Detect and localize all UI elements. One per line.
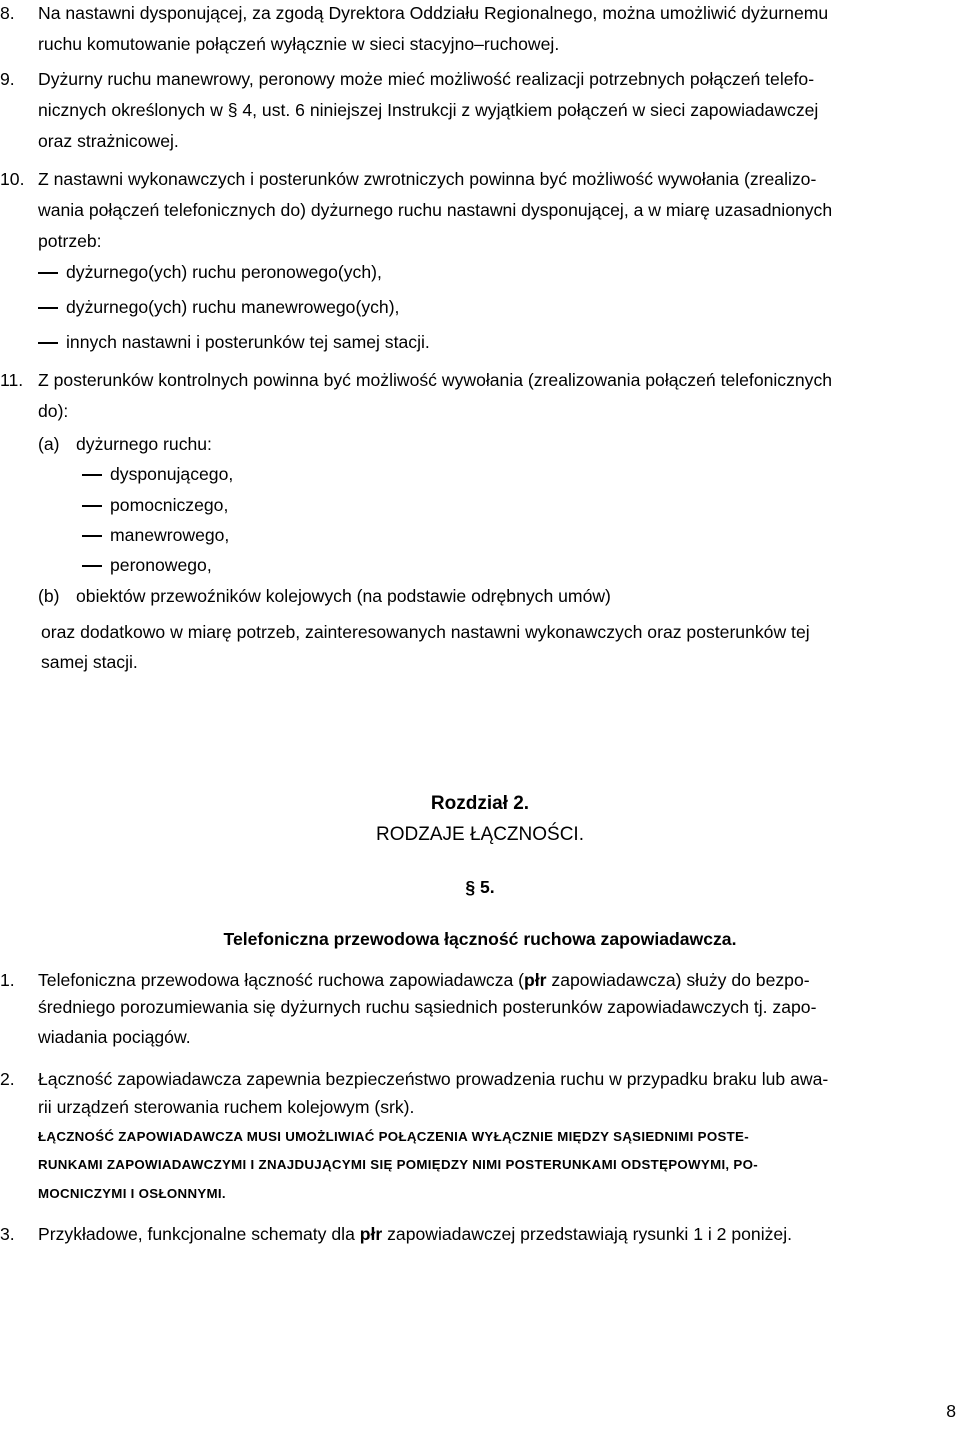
item-8-number: 8.	[0, 3, 15, 23]
s3-abbrev: płr	[359, 1224, 383, 1244]
bullet-dash	[38, 342, 58, 344]
item-11-number: 11.	[0, 370, 24, 390]
item-9-number: 9.	[0, 69, 15, 89]
s1-line-1-a: Telefoniczna przewodowa łączność ruchowa zapowiadawcza (	[38, 970, 525, 990]
s3-text-c: zapowiadawczej przedstawiają rysunki 1 i 2 poniżej.	[382, 1224, 792, 1244]
item-11-a-text: dyżurnego ruchu:	[76, 434, 212, 454]
item-11-a-bullet-2: pomocniczego,	[110, 495, 229, 515]
item-9-line-3: oraz strażnicowej.	[38, 131, 179, 151]
s1-number: 1.	[0, 970, 15, 990]
chapter-subtitle: RODZAJE ŁĄCZNOŚCI.	[376, 824, 584, 845]
s2-caps-line-3: MOCNICZYMI I OSŁONNYMI.	[38, 1186, 226, 1201]
item-10-bullet-3: innych nastawni i posterunków tej samej stacji.	[66, 332, 430, 352]
s1-line-3: wiadania pociągów.	[38, 1027, 191, 1047]
item-8-line-1: Na nastawni dysponującej, za zgodą Dyrektora Oddziału Regionalnego, można umożliwić dyżurnemu	[38, 3, 829, 23]
bullet-dash	[38, 272, 58, 274]
section-number: § 5.	[465, 877, 495, 897]
item-11-b-text: obiektów przewoźników kolejowych (na podstawie odrębnych umów)	[76, 586, 611, 606]
item-10-line-2: wania połączeń telefonicznych do) dyżurnego ruchu nastawni dysponującej, a w miarę uzasadnionych	[38, 200, 833, 220]
item-11-a-bullet-3: manewrowego,	[110, 525, 230, 545]
item-11-b-label: (b)	[38, 586, 60, 606]
chapter-title: Rozdział 2.	[430, 793, 530, 814]
section-title: Telefoniczna przewodowa łączność ruchowa zapowiadawcza.	[223, 929, 737, 949]
item-11-tail-1: oraz dodatkowo w miarę potrzeb, zainteresowanych nastawni wykonawczych oraz posterunków tej	[41, 622, 810, 642]
item-11-line-2: do):	[38, 401, 69, 421]
s1-line-1	[38, 969, 810, 991]
item-11-a-bullet-4: peronowego,	[110, 555, 212, 575]
item-10-bullet-1: dyżurnego(ych) ruchu peronowego(ych),	[66, 262, 382, 282]
s1-line-1-c: zapowiadawcza) służy do bezpo-	[546, 970, 810, 990]
bullet-dash	[82, 535, 102, 537]
s1-abbrev: płr	[524, 970, 547, 990]
s2-line-2: rii urządzeń sterowania ruchem kolejowym (srk).	[38, 1097, 415, 1117]
item-11-a-label: (a)	[38, 434, 60, 454]
item-10-line-1: Z nastawni wykonawczych i posterunków zwrotniczych powinna być możliwość wywołania (zrealizo-	[38, 169, 817, 189]
s3-line	[38, 1223, 792, 1245]
item-11-a-bullet-1: dysponującego,	[110, 464, 234, 484]
bullet-dash	[38, 307, 58, 309]
bullet-dash	[82, 505, 102, 507]
s1-line-2: średniego porozumiewania się dyżurnych ruchu sąsiednich posterunków zapowiadawczych tj. zapo-	[38, 997, 817, 1017]
s2-caps-line-1: ŁĄCZNOŚĆ ZAPOWIADAWCZA MUSI UMOŻLIWIAĆ POŁĄCZENIA WYŁĄCZNIE MIĘDZY SĄSIEDNIMI POSTE-	[38, 1129, 749, 1144]
item-10-bullet-2: dyżurnego(ych) ruchu manewrowego(ych),	[66, 297, 400, 317]
bullet-dash	[82, 474, 102, 476]
s2-caps-line-2: RUNKAMI ZAPOWIADAWCZYMI I ZNAJDUJĄCYMI SIĘ POMIĘDZY NIMI POSTERUNKAMI ODSTĘPOWYMI, PO-	[38, 1157, 758, 1172]
item-8-line-2: ruchu komutowanie połączeń wyłącznie w sieci stacyjno–ruchowej.	[38, 34, 560, 54]
s2-number: 2.	[0, 1069, 15, 1089]
item-11-tail-2: samej stacji.	[41, 652, 138, 672]
page-number: 8	[946, 1401, 956, 1421]
s3-number: 3.	[0, 1224, 15, 1244]
item-9-line-1: Dyżurny ruchu manewrowy, peronowy może mieć możliwość realizacji potrzebnych połączeń telefo-	[38, 69, 815, 89]
bullet-dash	[82, 565, 102, 567]
item-11-line-1: Z posterunków kontrolnych powinna być możliwość wywołania (zrealizowania połączeń telefonicznych	[38, 370, 833, 390]
s2-line-1: Łączność zapowiadawcza zapewnia bezpieczeństwo prowadzenia ruchu w przypadku braku lub awa-	[38, 1069, 829, 1089]
s3-text-a: Przykładowe, funkcjonalne schematy dla	[38, 1224, 360, 1244]
item-10-number: 10.	[0, 169, 25, 189]
item-9-line-2: nicznych określonych w § 4, ust. 6 niniejszej Instrukcji z wyjątkiem połączeń w sieci zapowiadawczej	[38, 100, 819, 120]
item-10-line-3: potrzeb:	[38, 231, 102, 251]
